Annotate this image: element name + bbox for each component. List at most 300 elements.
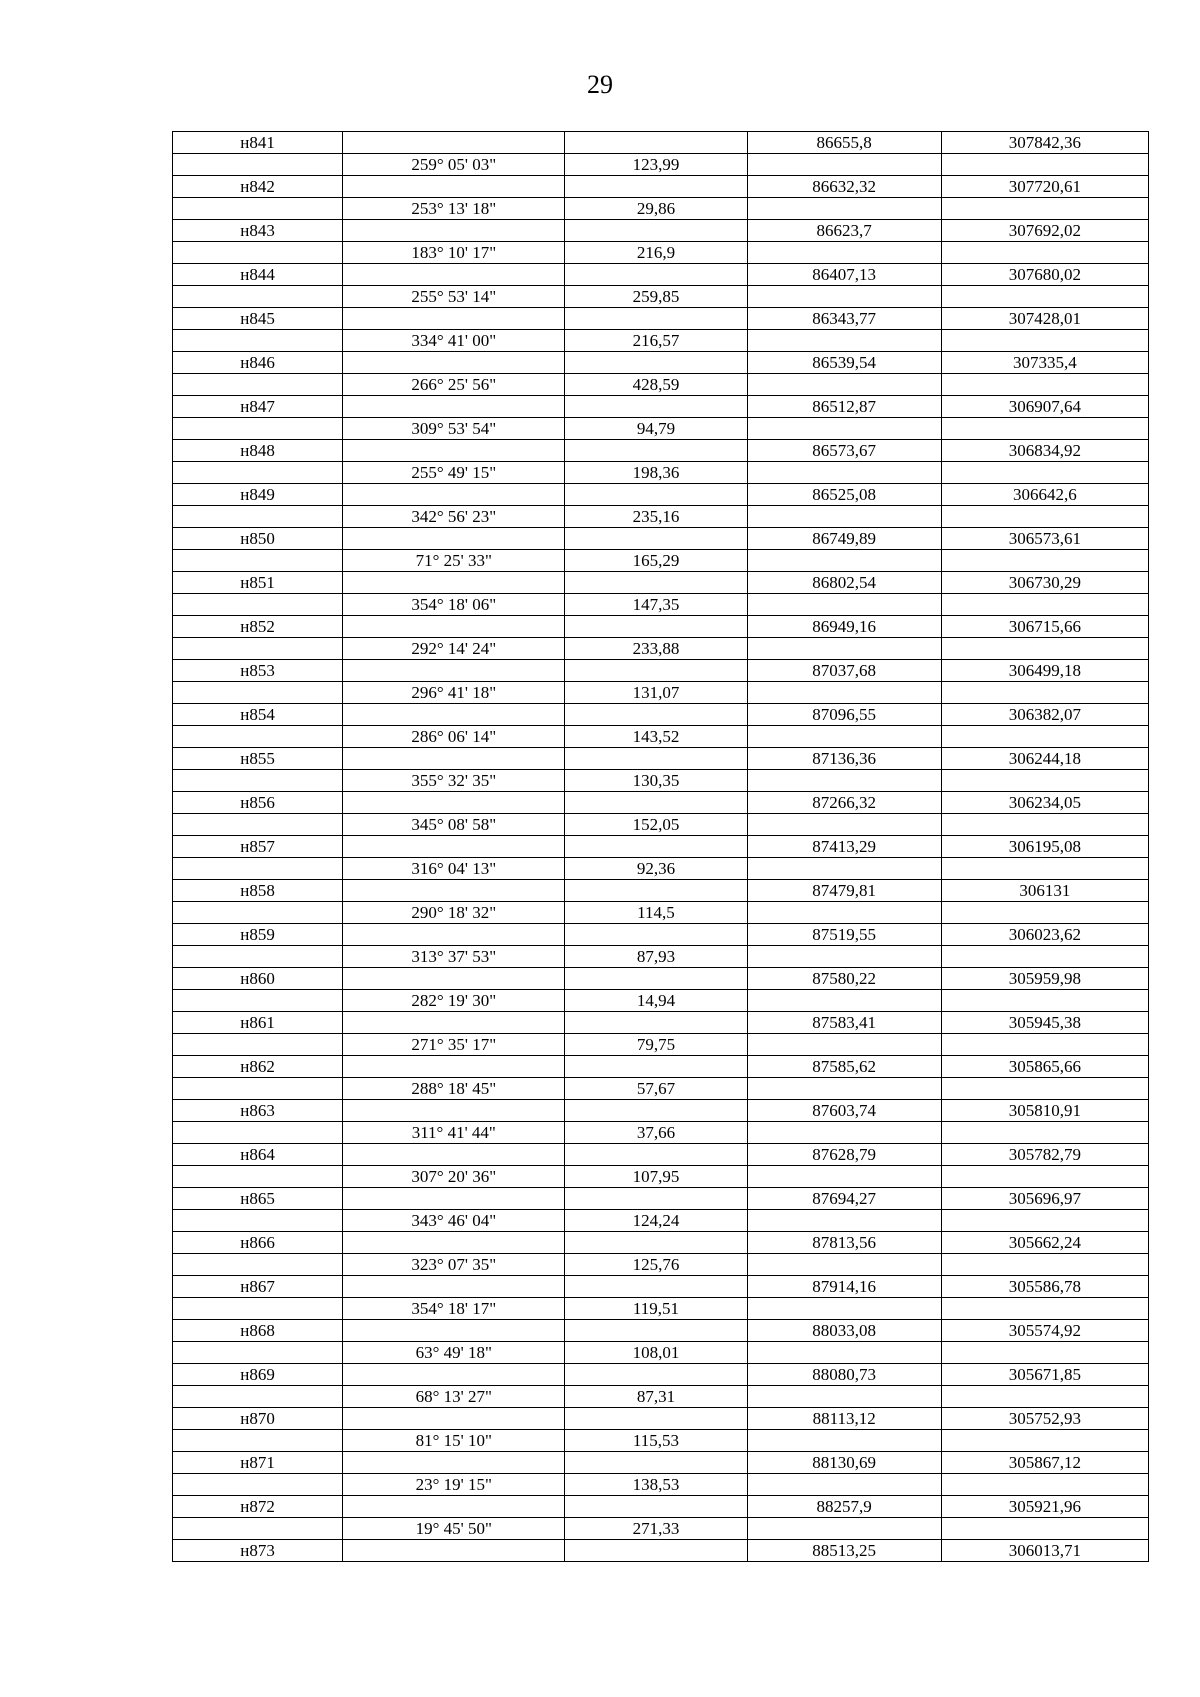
direction-angle-cell: 68° 13' 27": [343, 1386, 565, 1408]
direction-angle-cell: [343, 396, 565, 418]
table-row: [173, 1232, 1149, 1254]
direction-angle-cell: [343, 880, 565, 902]
point-name-cell: [173, 1122, 343, 1144]
distance-cell: [565, 836, 747, 858]
direction-angle-cell: 253° 13' 18": [343, 198, 565, 220]
direction-angle-cell: [343, 220, 565, 242]
distance-cell: 87,93: [565, 946, 747, 968]
x-coordinate-cell: 86749,89: [747, 528, 941, 550]
distance-cell: [565, 1364, 747, 1386]
y-coordinate-cell: 305696,97: [941, 1188, 1148, 1210]
direction-angle-cell: [343, 1188, 565, 1210]
distance-cell: 115,53: [565, 1430, 747, 1452]
point-name-cell: н856: [173, 792, 343, 814]
distance-cell: 152,05: [565, 814, 747, 836]
direction-angle-cell: [343, 308, 565, 330]
direction-angle-cell: 334° 41' 00": [343, 330, 565, 352]
distance-cell: [565, 1056, 747, 1078]
direction-angle-cell: [343, 352, 565, 374]
x-coordinate-cell: 87519,55: [747, 924, 941, 946]
direction-angle-cell: 183° 10' 17": [343, 242, 565, 264]
x-coordinate-cell: 87914,16: [747, 1276, 941, 1298]
y-coordinate-cell: [941, 770, 1148, 792]
distance-cell: 57,67: [565, 1078, 747, 1100]
table-row: [173, 968, 1149, 990]
distance-cell: 271,33: [565, 1518, 747, 1540]
point-name-cell: [173, 1430, 343, 1452]
y-coordinate-cell: 305959,98: [941, 968, 1148, 990]
table-row: [173, 154, 1149, 176]
y-coordinate-cell: 306834,92: [941, 440, 1148, 462]
x-coordinate-cell: [747, 374, 941, 396]
x-coordinate-cell: 86573,67: [747, 440, 941, 462]
y-coordinate-cell: 306131: [941, 880, 1148, 902]
direction-angle-cell: [343, 616, 565, 638]
distance-cell: [565, 264, 747, 286]
direction-angle-cell: 313° 37' 53": [343, 946, 565, 968]
direction-angle-cell: 354° 18' 06": [343, 594, 565, 616]
distance-cell: 92,36: [565, 858, 747, 880]
x-coordinate-cell: 88257,9: [747, 1496, 941, 1518]
table-row: [173, 924, 1149, 946]
distance-cell: 130,35: [565, 770, 747, 792]
point-name-cell: н843: [173, 220, 343, 242]
y-coordinate-cell: 306907,64: [941, 396, 1148, 418]
table-row: [173, 1320, 1149, 1342]
distance-cell: [565, 132, 747, 154]
point-name-cell: н861: [173, 1012, 343, 1034]
point-name-cell: н860: [173, 968, 343, 990]
direction-angle-cell: [343, 528, 565, 550]
table-row: [173, 1540, 1149, 1562]
distance-cell: [565, 572, 747, 594]
point-name-cell: [173, 242, 343, 264]
point-name-cell: [173, 374, 343, 396]
table-row: [173, 506, 1149, 528]
y-coordinate-cell: 305867,12: [941, 1452, 1148, 1474]
point-name-cell: н847: [173, 396, 343, 418]
point-name-cell: н863: [173, 1100, 343, 1122]
point-name-cell: н869: [173, 1364, 343, 1386]
distance-cell: [565, 1452, 747, 1474]
table-row: [173, 1430, 1149, 1452]
point-name-cell: [173, 1078, 343, 1100]
distance-cell: [565, 1540, 747, 1562]
y-coordinate-cell: [941, 198, 1148, 220]
direction-angle-cell: 290° 18' 32": [343, 902, 565, 924]
direction-angle-cell: 23° 19' 15": [343, 1474, 565, 1496]
direction-angle-cell: 345° 08' 58": [343, 814, 565, 836]
distance-cell: [565, 880, 747, 902]
x-coordinate-cell: 86343,77: [747, 308, 941, 330]
point-name-cell: н864: [173, 1144, 343, 1166]
point-name-cell: [173, 682, 343, 704]
point-name-cell: н865: [173, 1188, 343, 1210]
table-row: [173, 1474, 1149, 1496]
point-name-cell: н854: [173, 704, 343, 726]
y-coordinate-cell: [941, 858, 1148, 880]
x-coordinate-cell: 88080,73: [747, 1364, 941, 1386]
point-name-cell: н845: [173, 308, 343, 330]
direction-angle-cell: 292° 14' 24": [343, 638, 565, 660]
table-row: [173, 550, 1149, 572]
x-coordinate-cell: [747, 1386, 941, 1408]
y-coordinate-cell: [941, 814, 1148, 836]
distance-cell: [565, 396, 747, 418]
point-name-cell: н866: [173, 1232, 343, 1254]
table-row: [173, 1496, 1149, 1518]
distance-cell: [565, 1232, 747, 1254]
y-coordinate-cell: [941, 1430, 1148, 1452]
distance-cell: 87,31: [565, 1386, 747, 1408]
y-coordinate-cell: [941, 726, 1148, 748]
y-coordinate-cell: 307428,01: [941, 308, 1148, 330]
table-row: [173, 792, 1149, 814]
direction-angle-cell: 343° 46' 04": [343, 1210, 565, 1232]
y-coordinate-cell: [941, 902, 1148, 924]
distance-cell: [565, 352, 747, 374]
direction-angle-cell: [343, 748, 565, 770]
direction-angle-cell: [343, 1056, 565, 1078]
distance-cell: [565, 220, 747, 242]
y-coordinate-cell: [941, 1518, 1148, 1540]
y-coordinate-cell: 305945,38: [941, 1012, 1148, 1034]
table-row: [173, 132, 1149, 154]
distance-cell: 259,85: [565, 286, 747, 308]
x-coordinate-cell: [747, 1210, 941, 1232]
y-coordinate-cell: 305782,79: [941, 1144, 1148, 1166]
y-coordinate-cell: [941, 946, 1148, 968]
point-name-cell: [173, 770, 343, 792]
distance-cell: [565, 1188, 747, 1210]
table-row: [173, 1034, 1149, 1056]
distance-cell: [565, 1012, 747, 1034]
direction-angle-cell: 286° 06' 14": [343, 726, 565, 748]
x-coordinate-cell: 86407,13: [747, 264, 941, 286]
x-coordinate-cell: 87585,62: [747, 1056, 941, 1078]
table-row: [173, 462, 1149, 484]
x-coordinate-cell: 88113,12: [747, 1408, 941, 1430]
point-name-cell: [173, 858, 343, 880]
point-name-cell: н846: [173, 352, 343, 374]
direction-angle-cell: [343, 1012, 565, 1034]
table-row: [173, 330, 1149, 352]
table-row: [173, 704, 1149, 726]
x-coordinate-cell: [747, 1254, 941, 1276]
point-name-cell: [173, 1518, 343, 1540]
table-row: [173, 352, 1149, 374]
y-coordinate-cell: 306573,61: [941, 528, 1148, 550]
direction-angle-cell: [343, 1540, 565, 1562]
x-coordinate-cell: 86525,08: [747, 484, 941, 506]
y-coordinate-cell: [941, 1210, 1148, 1232]
x-coordinate-cell: [747, 1166, 941, 1188]
x-coordinate-cell: 86512,87: [747, 396, 941, 418]
point-name-cell: [173, 418, 343, 440]
direction-angle-cell: 19° 45' 50": [343, 1518, 565, 1540]
distance-cell: [565, 1408, 747, 1430]
y-coordinate-cell: 306730,29: [941, 572, 1148, 594]
y-coordinate-cell: [941, 1342, 1148, 1364]
x-coordinate-cell: 87694,27: [747, 1188, 941, 1210]
direction-angle-cell: 271° 35' 17": [343, 1034, 565, 1056]
x-coordinate-cell: 88513,25: [747, 1540, 941, 1562]
direction-angle-cell: [343, 572, 565, 594]
point-name-cell: [173, 198, 343, 220]
x-coordinate-cell: 86539,54: [747, 352, 941, 374]
direction-angle-cell: 296° 41' 18": [343, 682, 565, 704]
direction-angle-cell: 63° 49' 18": [343, 1342, 565, 1364]
table-row: [173, 682, 1149, 704]
direction-angle-cell: [343, 1232, 565, 1254]
x-coordinate-cell: [747, 1078, 941, 1100]
x-coordinate-cell: [747, 1474, 941, 1496]
y-coordinate-cell: [941, 1034, 1148, 1056]
direction-angle-cell: 309° 53' 54": [343, 418, 565, 440]
x-coordinate-cell: 86623,7: [747, 220, 941, 242]
y-coordinate-cell: 306715,66: [941, 616, 1148, 638]
distance-cell: 94,79: [565, 418, 747, 440]
y-coordinate-cell: 307720,61: [941, 176, 1148, 198]
table-row: [173, 1518, 1149, 1540]
x-coordinate-cell: [747, 638, 941, 660]
direction-angle-cell: [343, 484, 565, 506]
direction-angle-cell: [343, 440, 565, 462]
point-name-cell: н873: [173, 1540, 343, 1562]
point-name-cell: н848: [173, 440, 343, 462]
direction-angle-cell: [343, 792, 565, 814]
point-name-cell: н844: [173, 264, 343, 286]
direction-angle-cell: [343, 968, 565, 990]
distance-cell: [565, 308, 747, 330]
table-row: [173, 1408, 1149, 1430]
y-coordinate-cell: [941, 1298, 1148, 1320]
table-row: [173, 1078, 1149, 1100]
y-coordinate-cell: 305586,78: [941, 1276, 1148, 1298]
y-coordinate-cell: [941, 374, 1148, 396]
direction-angle-cell: [343, 704, 565, 726]
point-name-cell: н855: [173, 748, 343, 770]
table-row: [173, 308, 1149, 330]
x-coordinate-cell: 87603,74: [747, 1100, 941, 1122]
x-coordinate-cell: [747, 198, 941, 220]
table-row: [173, 594, 1149, 616]
distance-cell: 147,35: [565, 594, 747, 616]
direction-angle-cell: [343, 1364, 565, 1386]
table-row: [173, 1100, 1149, 1122]
y-coordinate-cell: [941, 1122, 1148, 1144]
distance-cell: [565, 484, 747, 506]
table-row: [173, 1122, 1149, 1144]
table-row: [173, 572, 1149, 594]
table-row: [173, 1342, 1149, 1364]
table-row: [173, 1364, 1149, 1386]
y-coordinate-cell: 305865,66: [941, 1056, 1148, 1078]
x-coordinate-cell: [747, 990, 941, 1012]
distance-cell: 124,24: [565, 1210, 747, 1232]
table-row: [173, 484, 1149, 506]
table-row: [173, 374, 1149, 396]
point-name-cell: н858: [173, 880, 343, 902]
direction-angle-cell: [343, 1100, 565, 1122]
direction-angle-cell: 288° 18' 45": [343, 1078, 565, 1100]
x-coordinate-cell: [747, 726, 941, 748]
point-name-cell: н853: [173, 660, 343, 682]
direction-angle-cell: [343, 132, 565, 154]
distance-cell: [565, 704, 747, 726]
y-coordinate-cell: 306013,71: [941, 1540, 1148, 1562]
y-coordinate-cell: 305662,24: [941, 1232, 1148, 1254]
table-row: [173, 1210, 1149, 1232]
y-coordinate-cell: [941, 418, 1148, 440]
x-coordinate-cell: [747, 242, 941, 264]
direction-angle-cell: 342° 56' 23": [343, 506, 565, 528]
coordinates-table-body: [173, 132, 1149, 1562]
table-row: [173, 440, 1149, 462]
y-coordinate-cell: 305921,96: [941, 1496, 1148, 1518]
y-coordinate-cell: 306195,08: [941, 836, 1148, 858]
x-coordinate-cell: 86655,8: [747, 132, 941, 154]
table-row: [173, 1144, 1149, 1166]
distance-cell: 216,57: [565, 330, 747, 352]
x-coordinate-cell: 86949,16: [747, 616, 941, 638]
distance-cell: 428,59: [565, 374, 747, 396]
distance-cell: [565, 176, 747, 198]
y-coordinate-cell: 305574,92: [941, 1320, 1148, 1342]
coordinates-table: [172, 131, 1149, 1562]
table-row: [173, 1012, 1149, 1034]
distance-cell: [565, 1100, 747, 1122]
table-row: [173, 1188, 1149, 1210]
point-name-cell: н857: [173, 836, 343, 858]
direction-angle-cell: 255° 49' 15": [343, 462, 565, 484]
x-coordinate-cell: 87096,55: [747, 704, 941, 726]
x-coordinate-cell: [747, 946, 941, 968]
distance-cell: 165,29: [565, 550, 747, 572]
distance-cell: 131,07: [565, 682, 747, 704]
table-row: [173, 748, 1149, 770]
table-row: [173, 198, 1149, 220]
direction-angle-cell: 259° 05' 03": [343, 154, 565, 176]
x-coordinate-cell: 88130,69: [747, 1452, 941, 1474]
direction-angle-cell: 354° 18' 17": [343, 1298, 565, 1320]
table-row: [173, 264, 1149, 286]
y-coordinate-cell: [941, 330, 1148, 352]
point-name-cell: [173, 330, 343, 352]
y-coordinate-cell: [941, 506, 1148, 528]
point-name-cell: н850: [173, 528, 343, 550]
x-coordinate-cell: 87136,36: [747, 748, 941, 770]
point-name-cell: [173, 462, 343, 484]
table-row: [173, 1056, 1149, 1078]
y-coordinate-cell: [941, 638, 1148, 660]
point-name-cell: [173, 814, 343, 836]
table-row: [173, 1298, 1149, 1320]
table-row: [173, 1254, 1149, 1276]
distance-cell: 107,95: [565, 1166, 747, 1188]
distance-cell: [565, 792, 747, 814]
table-row: [173, 902, 1149, 924]
direction-angle-cell: 255° 53' 14": [343, 286, 565, 308]
y-coordinate-cell: 306244,18: [941, 748, 1148, 770]
x-coordinate-cell: 87037,68: [747, 660, 941, 682]
point-name-cell: [173, 1210, 343, 1232]
table-row: [173, 638, 1149, 660]
distance-cell: [565, 616, 747, 638]
distance-cell: 114,5: [565, 902, 747, 924]
point-name-cell: н872: [173, 1496, 343, 1518]
direction-angle-cell: 323° 07' 35": [343, 1254, 565, 1276]
y-coordinate-cell: 307335,4: [941, 352, 1148, 374]
table-row: [173, 660, 1149, 682]
x-coordinate-cell: [747, 506, 941, 528]
direction-angle-cell: 311° 41' 44": [343, 1122, 565, 1144]
y-coordinate-cell: 306382,07: [941, 704, 1148, 726]
y-coordinate-cell: 306023,62: [941, 924, 1148, 946]
x-coordinate-cell: [747, 682, 941, 704]
distance-cell: 29,86: [565, 198, 747, 220]
y-coordinate-cell: [941, 1386, 1148, 1408]
direction-angle-cell: 355° 32' 35": [343, 770, 565, 792]
y-coordinate-cell: [941, 550, 1148, 572]
y-coordinate-cell: 306234,05: [941, 792, 1148, 814]
direction-angle-cell: 307° 20' 36": [343, 1166, 565, 1188]
point-name-cell: [173, 726, 343, 748]
table-row: [173, 990, 1149, 1012]
y-coordinate-cell: [941, 242, 1148, 264]
table-row: [173, 946, 1149, 968]
table-row: [173, 770, 1149, 792]
distance-cell: [565, 1144, 747, 1166]
table-row: [173, 858, 1149, 880]
point-name-cell: [173, 594, 343, 616]
y-coordinate-cell: 307692,02: [941, 220, 1148, 242]
point-name-cell: [173, 1386, 343, 1408]
y-coordinate-cell: 306499,18: [941, 660, 1148, 682]
table-row: [173, 528, 1149, 550]
x-coordinate-cell: 87266,32: [747, 792, 941, 814]
table-row: [173, 880, 1149, 902]
x-coordinate-cell: [747, 902, 941, 924]
x-coordinate-cell: [747, 1034, 941, 1056]
point-name-cell: [173, 946, 343, 968]
x-coordinate-cell: [747, 858, 941, 880]
x-coordinate-cell: [747, 814, 941, 836]
y-coordinate-cell: [941, 594, 1148, 616]
distance-cell: 216,9: [565, 242, 747, 264]
y-coordinate-cell: [941, 462, 1148, 484]
point-name-cell: [173, 1342, 343, 1364]
x-coordinate-cell: 88033,08: [747, 1320, 941, 1342]
y-coordinate-cell: [941, 990, 1148, 1012]
x-coordinate-cell: [747, 1298, 941, 1320]
x-coordinate-cell: [747, 286, 941, 308]
direction-angle-cell: [343, 660, 565, 682]
table-row: [173, 726, 1149, 748]
direction-angle-cell: [343, 836, 565, 858]
x-coordinate-cell: [747, 550, 941, 572]
point-name-cell: н851: [173, 572, 343, 594]
point-name-cell: [173, 550, 343, 572]
table-row: [173, 1452, 1149, 1474]
point-name-cell: [173, 902, 343, 924]
distance-cell: [565, 528, 747, 550]
y-coordinate-cell: 305810,91: [941, 1100, 1148, 1122]
x-coordinate-cell: [747, 770, 941, 792]
y-coordinate-cell: [941, 1474, 1148, 1496]
direction-angle-cell: [343, 176, 565, 198]
distance-cell: 108,01: [565, 1342, 747, 1364]
